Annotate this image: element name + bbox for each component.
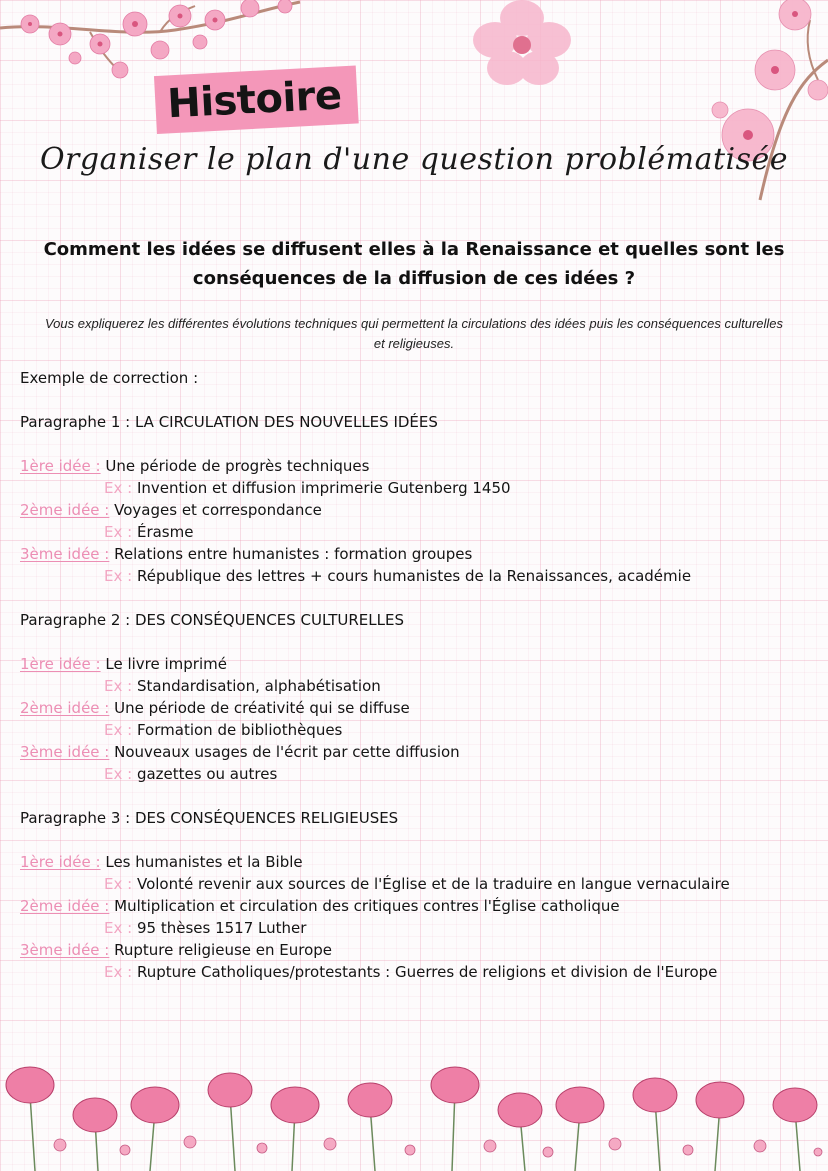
p2-idea-1 bbox=[20, 653, 810, 675]
p3-idea-2-example bbox=[20, 917, 810, 939]
idea-label: 3ème idée : bbox=[20, 545, 110, 563]
ex-label: Ex : bbox=[104, 875, 133, 893]
paragraph-3-title: Paragraphe 3 : DES CONSÉQUENCES RELIGIEUSES bbox=[20, 809, 399, 827]
ex-label: Ex : bbox=[104, 963, 133, 981]
p2-idea-2 bbox=[20, 697, 810, 719]
idea-label: 3ème idée : bbox=[20, 743, 110, 761]
p3-idea-3 bbox=[20, 939, 810, 961]
instruction-text: Vous expliquerez les différentes évolutions techniques qui permettent la circulations des idées puis les conséquences culturelles et religieuses. bbox=[44, 316, 784, 351]
idea-label: 1ère idée : bbox=[20, 457, 101, 475]
idea-text: Une période de créativité qui se diffuse bbox=[114, 699, 410, 717]
ex-label: Ex : bbox=[104, 765, 133, 783]
p3-idea-1-example bbox=[20, 873, 810, 895]
idea-label: 2ème idée : bbox=[20, 501, 110, 519]
correction-intro: Exemple de correction : bbox=[20, 369, 199, 387]
correction-content bbox=[20, 367, 810, 983]
example-text: 95 thèses 1517 Luther bbox=[136, 919, 307, 937]
p2-idea-2-example bbox=[20, 719, 810, 741]
example-text: gazettes ou autres bbox=[136, 765, 278, 783]
idea-text: Multiplication et circulation des critiques contres l'Église catholique bbox=[114, 897, 620, 915]
example-text: Rupture Catholiques/protestants : Guerres de religions et division de l'Europe bbox=[136, 963, 718, 981]
ex-label: Ex : bbox=[104, 677, 133, 695]
idea-label: 3ème idée : bbox=[20, 941, 110, 959]
example-text: Invention et diffusion imprimerie Gutenberg 1450 bbox=[136, 479, 511, 497]
paragraph-1-title: Paragraphe 1 : LA CIRCULATION DES NOUVELLES IDÉES bbox=[20, 413, 438, 431]
idea-text: Le livre imprimé bbox=[105, 655, 227, 673]
example-text: Érasme bbox=[136, 523, 194, 541]
p2-idea-3 bbox=[20, 741, 810, 763]
example-text: République des lettres + cours humanistes de la Renaissances, académie bbox=[136, 567, 692, 585]
p2-idea-1-example bbox=[20, 675, 810, 697]
idea-text: Une période de progrès techniques bbox=[105, 457, 370, 475]
p3-idea-1 bbox=[20, 851, 810, 873]
ex-label: Ex : bbox=[104, 721, 133, 739]
idea-text: Rupture religieuse en Europe bbox=[114, 941, 333, 959]
idea-text: Relations entre humanistes : formation groupes bbox=[114, 545, 473, 563]
page-subtitle: Organiser le plan d'une question problématisée bbox=[39, 142, 789, 177]
title-badge bbox=[154, 65, 359, 134]
p1-idea-1-example bbox=[20, 477, 810, 499]
example-text: Volonté revenir aux sources de l'Église et de la traduire en langue vernaculaire bbox=[136, 875, 730, 893]
idea-label: 2ème idée : bbox=[20, 699, 110, 717]
p3-idea-3-example bbox=[20, 961, 810, 983]
p3-idea-2 bbox=[20, 895, 810, 917]
p2-idea-3-example bbox=[20, 763, 810, 785]
idea-label: 1ère idée : bbox=[20, 655, 101, 673]
problem-question: Comment les idées se diffusent elles à la Renaissance et quelles sont les conséquences de la diffusion de ces idées ? bbox=[43, 239, 785, 289]
example-text: Standardisation, alphabétisation bbox=[136, 677, 381, 695]
idea-text: Voyages et correspondance bbox=[114, 501, 322, 519]
p1-idea-1 bbox=[20, 455, 810, 477]
ex-label: Ex : bbox=[104, 523, 133, 541]
paragraph-2-title: Paragraphe 2 : DES CONSÉQUENCES CULTURELLES bbox=[20, 611, 405, 629]
idea-label: 1ère idée : bbox=[20, 853, 101, 871]
flower-border-bottom-decoration bbox=[0, 1060, 828, 1171]
ex-label: Ex : bbox=[104, 479, 133, 497]
example-text: Formation de bibliothèques bbox=[136, 721, 343, 739]
idea-text: Nouveaux usages de l'écrit par cette diffusion bbox=[114, 743, 460, 761]
page-title: Histoire bbox=[166, 72, 343, 128]
ex-label: Ex : bbox=[104, 919, 133, 937]
p1-idea-2-example bbox=[20, 521, 810, 543]
ex-label: Ex : bbox=[104, 567, 133, 585]
p1-idea-2 bbox=[20, 499, 810, 521]
p1-idea-3-example bbox=[20, 565, 810, 587]
idea-text: Les humanistes et la Bible bbox=[105, 853, 303, 871]
blossom-top-center-decoration bbox=[465, 0, 580, 90]
p1-idea-3 bbox=[20, 543, 810, 565]
idea-label: 2ème idée : bbox=[20, 897, 110, 915]
